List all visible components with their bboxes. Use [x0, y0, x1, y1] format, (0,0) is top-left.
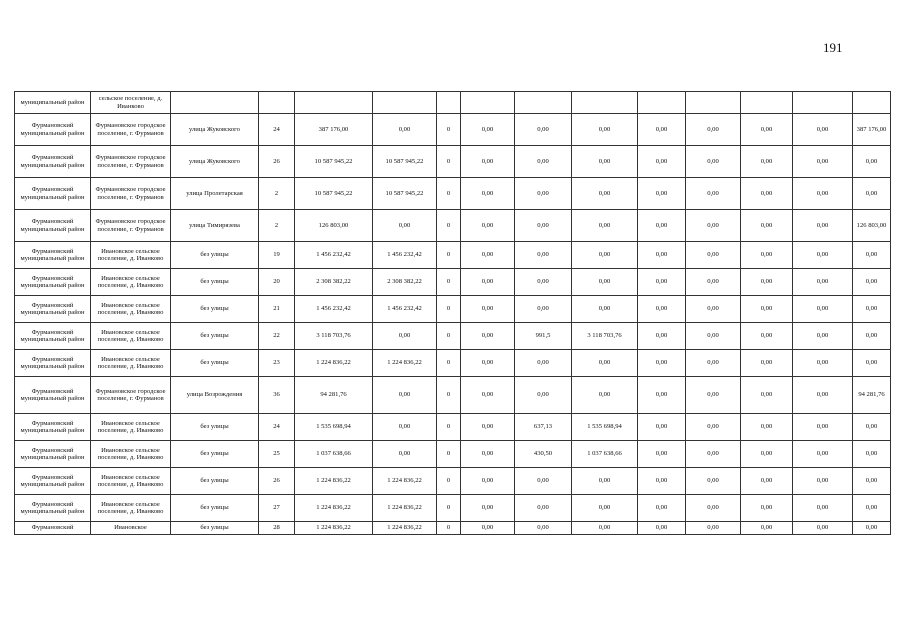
table-cell: [461, 92, 515, 114]
table-cell: Фурмановский муниципальный район: [15, 296, 91, 323]
table-cell: 10 587 945,22: [295, 146, 373, 178]
table-cell: 0,00: [572, 114, 638, 146]
table-row: [15, 495, 891, 522]
table-cell: 3 118 703,76: [295, 323, 373, 350]
table-cell: 0,00: [853, 495, 891, 522]
table-cell: [515, 92, 572, 114]
table-row: [15, 210, 891, 242]
table-cell: 0,00: [686, 495, 741, 522]
table-cell: 10 587 945,22: [295, 178, 373, 210]
table-cell: 0,00: [686, 468, 741, 495]
table-cell: Фурмановский муниципальный район: [15, 178, 91, 210]
table-cell: 0,00: [741, 495, 793, 522]
table-cell: 0,00: [572, 178, 638, 210]
table-cell: 0,00: [515, 178, 572, 210]
table-cell: 0,00: [793, 522, 853, 535]
table-cell: 0: [437, 495, 461, 522]
table-cell: 387 176,00: [295, 114, 373, 146]
table-cell: 0,00: [572, 468, 638, 495]
table-cell: 0,00: [686, 146, 741, 178]
table-cell: 0,00: [793, 377, 853, 414]
table-cell: 0,00: [461, 178, 515, 210]
table-cell: 0,00: [638, 441, 686, 468]
table-cell: 0: [437, 242, 461, 269]
table-row: [15, 269, 891, 296]
table-cell: 0,00: [373, 414, 437, 441]
table-cell: Ивановское сельское поселение, д. Иванково: [91, 269, 171, 296]
table-cell: [259, 92, 295, 114]
table-cell: 0,00: [741, 468, 793, 495]
table-cell: 126 803,00: [295, 210, 373, 242]
table-cell: улица Возрождения: [171, 377, 259, 414]
table-cell: 0,00: [793, 210, 853, 242]
table-cell: 0,00: [515, 146, 572, 178]
table-cell: 0,00: [515, 269, 572, 296]
table-cell: 0,00: [741, 114, 793, 146]
table-cell: 0,00: [461, 414, 515, 441]
table-cell: 0,00: [741, 296, 793, 323]
table-cell: 26: [259, 468, 295, 495]
table-cell: 0,00: [638, 178, 686, 210]
table-cell: Фурмановский муниципальный район: [15, 377, 91, 414]
table-cell: без улицы: [171, 350, 259, 377]
table-cell: 0,00: [638, 414, 686, 441]
table-cell: без улицы: [171, 242, 259, 269]
table-cell: 0,00: [741, 323, 793, 350]
table-cell: 26: [259, 146, 295, 178]
table-cell: Фурмановское городское поселение, г. Фурманов: [91, 114, 171, 146]
table-cell: 0,00: [793, 441, 853, 468]
table-cell: 0,00: [638, 522, 686, 535]
table-cell: 0,00: [461, 269, 515, 296]
table-cell: 0,00: [793, 242, 853, 269]
table-cell: 0: [437, 296, 461, 323]
table-cell: Фурмановский муниципальный район: [15, 114, 91, 146]
table-cell: 1 224 836,22: [373, 522, 437, 535]
table-row: [15, 114, 891, 146]
table-cell: 23: [259, 350, 295, 377]
table-cell: 0,00: [638, 323, 686, 350]
table-cell: 0,00: [741, 178, 793, 210]
table-cell: улица Тимирязева: [171, 210, 259, 242]
table-cell: 0,00: [793, 350, 853, 377]
table-cell: 1 456 232,42: [295, 296, 373, 323]
table-cell: 0,00: [373, 441, 437, 468]
table-cell: 0,00: [461, 146, 515, 178]
table-cell: 0,00: [793, 323, 853, 350]
table-cell: без улицы: [171, 522, 259, 535]
table-cell: 25: [259, 441, 295, 468]
table-cell: 2: [259, 178, 295, 210]
table-cell: без улицы: [171, 323, 259, 350]
table-cell: 0,00: [638, 269, 686, 296]
table-cell: 0,00: [638, 350, 686, 377]
table-cell: 1 224 836,22: [373, 495, 437, 522]
table-cell: муниципальный район: [15, 92, 91, 114]
table-cell: 0,00: [793, 178, 853, 210]
table-cell: 0,00: [793, 414, 853, 441]
table-cell: 0,00: [461, 441, 515, 468]
table-cell: 1 224 836,22: [295, 350, 373, 377]
table-cell: 0,00: [572, 296, 638, 323]
table-cell: 0: [437, 323, 461, 350]
table-cell: 0,00: [853, 296, 891, 323]
table-cell: 0,00: [853, 414, 891, 441]
table-cell: без улицы: [171, 495, 259, 522]
table-cell: 0,00: [686, 210, 741, 242]
table-row: [15, 441, 891, 468]
table-cell: Фурмановский муниципальный район: [15, 269, 91, 296]
table-cell: 0: [437, 377, 461, 414]
table-cell: 94 281,76: [853, 377, 891, 414]
table-cell: 430,50: [515, 441, 572, 468]
table-cell: 1 037 638,66: [572, 441, 638, 468]
table-cell: 0,00: [741, 210, 793, 242]
table-row: [15, 414, 891, 441]
table-cell: 0,00: [686, 377, 741, 414]
table-cell: 0,00: [686, 269, 741, 296]
table-cell: [295, 92, 373, 114]
table-cell: 0,00: [572, 269, 638, 296]
table-cell: [171, 92, 259, 114]
table-cell: 0,00: [638, 377, 686, 414]
table-cell: 0: [437, 522, 461, 535]
table-row: [15, 468, 891, 495]
table-cell: Фурмановский муниципальный район: [15, 323, 91, 350]
table-cell: 0,00: [373, 114, 437, 146]
table-cell: 0,00: [638, 296, 686, 323]
table-cell: 0: [437, 350, 461, 377]
table-cell: 0,00: [572, 377, 638, 414]
table-cell: 28: [259, 522, 295, 535]
table-cell: 0,00: [853, 242, 891, 269]
table-cell: 0: [437, 468, 461, 495]
table-cell: 0,00: [638, 146, 686, 178]
table-cell: 0,00: [741, 414, 793, 441]
table-cell: 0: [437, 269, 461, 296]
table-cell: 0,00: [461, 522, 515, 535]
table-row: [15, 377, 891, 414]
table-cell: Фурмановское городское поселение, г. Фурманов: [91, 178, 171, 210]
table-cell: 0,00: [853, 350, 891, 377]
table-cell: 94 281,76: [295, 377, 373, 414]
table-cell: 0,00: [461, 242, 515, 269]
table-cell: 0,00: [638, 114, 686, 146]
table-cell: 21: [259, 296, 295, 323]
table-cell: 0,00: [638, 495, 686, 522]
table-cell: Фурмановский муниципальный район: [15, 495, 91, 522]
table-cell: 1 535 698,94: [572, 414, 638, 441]
table-row: [15, 522, 891, 535]
table-cell: 0,00: [572, 495, 638, 522]
table-cell: 0,00: [515, 468, 572, 495]
table-cell: [373, 92, 437, 114]
table-cell: 0,00: [686, 242, 741, 269]
table-cell: Фурмановский муниципальный район: [15, 350, 91, 377]
table-cell: 0,00: [686, 441, 741, 468]
table-cell: Ивановское сельское поселение, д. Иванково: [91, 323, 171, 350]
table-cell: 0,00: [853, 269, 891, 296]
table-cell: без улицы: [171, 296, 259, 323]
table-cell: 0,00: [793, 468, 853, 495]
table-cell: 0,00: [741, 350, 793, 377]
table-cell: 20: [259, 269, 295, 296]
table-cell: 0,00: [572, 242, 638, 269]
table-row: [15, 242, 891, 269]
table-cell: 0,00: [741, 146, 793, 178]
table-cell: 0,00: [461, 468, 515, 495]
table-cell: 0,00: [686, 296, 741, 323]
table-row: [15, 178, 891, 210]
table-cell: 0,00: [638, 210, 686, 242]
table-cell: Ивановское сельское поселение, д. Иванково: [91, 414, 171, 441]
table-cell: 1 224 836,22: [295, 522, 373, 535]
table-cell: 0,00: [572, 522, 638, 535]
table-cell: улица Жуковского: [171, 114, 259, 146]
table-cell: 0,00: [686, 323, 741, 350]
table-cell: 0,00: [686, 414, 741, 441]
table-cell: [572, 92, 638, 114]
table-cell: 0: [437, 114, 461, 146]
table-cell: Фурмановский: [15, 522, 91, 535]
table-cell: 1 456 232,42: [373, 242, 437, 269]
table-cell: 10 587 945,22: [373, 146, 437, 178]
table-cell: 1 456 232,42: [373, 296, 437, 323]
table-cell: Ивановское сельское поселение, д. Иванково: [91, 441, 171, 468]
table-cell: 0,00: [515, 210, 572, 242]
table-cell: 24: [259, 114, 295, 146]
table-cell: Ивановское сельское поселение, д. Иванково: [91, 495, 171, 522]
table-cell: 0,00: [461, 296, 515, 323]
table-cell: 0,00: [572, 350, 638, 377]
table-cell: 0,00: [853, 468, 891, 495]
table-cell: 0,00: [853, 522, 891, 535]
table-cell: 0,00: [373, 323, 437, 350]
table-cell: [686, 92, 741, 114]
table-cell: 0,00: [686, 522, 741, 535]
table-cell: 0: [437, 414, 461, 441]
table-cell: 0,00: [515, 350, 572, 377]
table-cell: 0,00: [638, 468, 686, 495]
table-cell: 1 224 836,22: [373, 468, 437, 495]
table-cell: 637,13: [515, 414, 572, 441]
table-cell: 0,00: [515, 377, 572, 414]
table-cell: 24: [259, 414, 295, 441]
table-cell: 0,00: [638, 242, 686, 269]
table-cell: 0,00: [515, 242, 572, 269]
table-cell: 1 224 836,22: [373, 350, 437, 377]
table-cell: 0,00: [741, 441, 793, 468]
table-cell: 0,00: [461, 210, 515, 242]
table-cell: 126 803,00: [853, 210, 891, 242]
table-cell: Ивановское сельское поселение, д. Иванково: [91, 350, 171, 377]
table-cell: Ивановское: [91, 522, 171, 535]
table-cell: 0: [437, 178, 461, 210]
table-cell: 0,00: [572, 210, 638, 242]
table-cell: [638, 92, 686, 114]
table-cell: 0,00: [741, 522, 793, 535]
register-table: [14, 91, 891, 535]
table-cell: [793, 92, 853, 114]
table-cell: [437, 92, 461, 114]
table-cell: 991,5: [515, 323, 572, 350]
table-cell: без улицы: [171, 468, 259, 495]
table-cell: Фурмановское городское поселение, г. Фурманов: [91, 377, 171, 414]
table-cell: 0,00: [853, 441, 891, 468]
table-cell: 0: [437, 210, 461, 242]
table-cell: 0,00: [461, 495, 515, 522]
table-cell: сельское поселение, д. Иванково: [91, 92, 171, 114]
table-cell: 0,00: [793, 269, 853, 296]
table-row: [15, 92, 891, 114]
table-cell: 1 037 638,66: [295, 441, 373, 468]
table-cell: 1 224 836,22: [295, 495, 373, 522]
table-cell: [741, 92, 793, 114]
table-cell: улица Жуковского: [171, 146, 259, 178]
table-cell: Фурмановский муниципальный район: [15, 414, 91, 441]
table-row: [15, 323, 891, 350]
table-cell: 0,00: [515, 114, 572, 146]
table-cell: 0,00: [373, 377, 437, 414]
table-cell: 22: [259, 323, 295, 350]
table-cell: 0,00: [853, 146, 891, 178]
table-row: [15, 296, 891, 323]
table-cell: 0,00: [515, 296, 572, 323]
table-cell: 10 587 945,22: [373, 178, 437, 210]
table-cell: 2: [259, 210, 295, 242]
table-cell: 0,00: [515, 522, 572, 535]
table-cell: 2 308 382,22: [373, 269, 437, 296]
table-cell: 0,00: [461, 323, 515, 350]
table-cell: 0,00: [515, 495, 572, 522]
table-cell: улица Пролетарская: [171, 178, 259, 210]
table-cell: Фурмановский муниципальный район: [15, 242, 91, 269]
table-cell: 0,00: [793, 296, 853, 323]
table-cell: 0,00: [793, 495, 853, 522]
table-cell: 1 535 698,94: [295, 414, 373, 441]
table-cell: без улицы: [171, 441, 259, 468]
table-cell: 0,00: [686, 114, 741, 146]
table-cell: без улицы: [171, 414, 259, 441]
table-cell: Ивановское сельское поселение, д. Иванково: [91, 242, 171, 269]
table-cell: 0,00: [741, 269, 793, 296]
table-cell: Фурмановский муниципальный район: [15, 146, 91, 178]
table-cell: 0,00: [461, 350, 515, 377]
table-cell: 0,00: [373, 210, 437, 242]
table-cell: 1 224 836,22: [295, 468, 373, 495]
table-cell: Фурмановское городское поселение, г. Фурманов: [91, 146, 171, 178]
table-cell: 387 176,00: [853, 114, 891, 146]
table-cell: 0,00: [793, 146, 853, 178]
table-cell: 0,00: [686, 350, 741, 377]
table-cell: 0,00: [461, 377, 515, 414]
table-cell: 0,00: [572, 146, 638, 178]
page-number: 191: [823, 40, 843, 55]
table-cell: 0,00: [741, 242, 793, 269]
table-cell: 1 456 232,42: [295, 242, 373, 269]
table-cell: Фурмановский муниципальный район: [15, 210, 91, 242]
table-cell: [853, 92, 891, 114]
table-cell: 0,00: [686, 178, 741, 210]
table-cell: 0,00: [853, 178, 891, 210]
table-cell: 27: [259, 495, 295, 522]
table-cell: 0,00: [793, 114, 853, 146]
table-cell: 2 308 382,22: [295, 269, 373, 296]
table-cell: Фурмановский муниципальный район: [15, 441, 91, 468]
table-cell: 0,00: [853, 323, 891, 350]
table-cell: Фурмановский муниципальный район: [15, 468, 91, 495]
table-cell: без улицы: [171, 269, 259, 296]
table-cell: Ивановское сельское поселение, д. Иванково: [91, 296, 171, 323]
table-row: [15, 146, 891, 178]
table-cell: 0,00: [741, 377, 793, 414]
table-cell: 36: [259, 377, 295, 414]
table-cell: 0: [437, 441, 461, 468]
table-cell: 0: [437, 146, 461, 178]
table-cell: 0,00: [461, 114, 515, 146]
table-cell: 3 118 703,76: [572, 323, 638, 350]
table-cell: Фурмановское городское поселение, г. Фурманов: [91, 210, 171, 242]
table-row: [15, 350, 891, 377]
table-cell: Ивановское сельское поселение, д. Иванково: [91, 468, 171, 495]
table-cell: 19: [259, 242, 295, 269]
